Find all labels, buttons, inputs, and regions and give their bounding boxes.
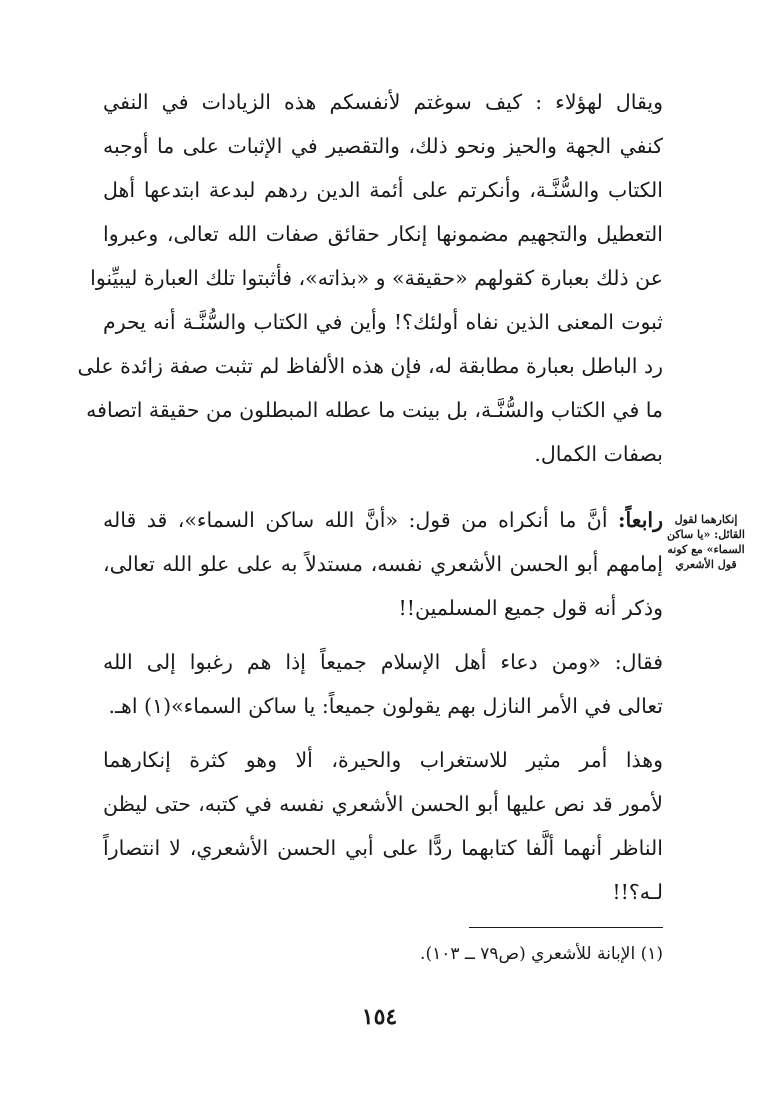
paragraph-line: الكتاب والسُّنَّـة، وأنكرتم على أئمة الدين ردهم لبدعة ابتدعها أهل	[103, 178, 663, 202]
paragraph-line-rest: أنَّ ما أنكراه من قول: «أنَّ الله ساكن السماء»، قد قاله	[103, 508, 618, 532]
paragraph-line: عن ذلك بعبارة كقولهم «حقيقة» و «بذاته»، فأثبتوا تلك العبارة ليبيِّنوا	[90, 266, 663, 290]
paragraph-line: رد الباطل بعبارة مطابقة له، فإن هذه الألفاظ لم تثبت صفة زائدة على	[77, 354, 663, 378]
paragraph-3	[103, 640, 663, 728]
paragraph-line: تعالى في الأمر النازل بهم يقولون جميعاً: يا ساكن السماء»(١) اهـ.	[108, 694, 663, 718]
paragraph-line: ويقال لهؤلاء : كيف سوغتم لأنفسكم هذه الزيادات في النفي	[103, 90, 663, 114]
margin-note-line: السماء» مع كونه	[667, 543, 745, 556]
paragraph-lead: رابعاً:	[617, 508, 663, 532]
paragraph-line: وذكر أنه قول جميع المسلمين!!	[398, 596, 663, 620]
margin-note-line: القائل: «يا ساكن	[667, 528, 745, 541]
margin-note	[661, 512, 751, 572]
margin-note-line: إنكارهما لقول	[674, 513, 738, 526]
paragraph-line: بصفات الكمال.	[534, 442, 663, 466]
paragraph-line: ما في الكتاب والسُّنَّـة، بل بينت ما عطله المبطلون من حقيقة اتصافه	[86, 398, 663, 422]
paragraph-line: لأمور قد نص عليها أبو الحسن الأشعري نفسه في كتبه، حتى ليظن	[103, 792, 663, 816]
paragraph-line: وهذا أمر مثير للاستغراب والحيرة، ألا وهو كثرة إنكارهما	[103, 748, 663, 772]
paragraph-1	[77, 80, 663, 476]
paragraph-2	[103, 498, 663, 630]
paragraph-line: ثبوت المعنى الذين نفاه أولئك؟! وأين في الكتاب والسُّنَّـة أنه يحرم	[103, 310, 663, 334]
footnote-divider	[469, 927, 663, 928]
paragraph-4	[103, 738, 663, 914]
paragraph-line: لـه؟!!	[612, 880, 663, 904]
paragraph-line: إمامهم أبو الحسن الأشعري نفسه، مستدلاً به على علو الله تعالى،	[103, 552, 663, 576]
paragraph-line: التعطيل والتجهيم مضمونها إنكار حقائق صفات الله تعالى، وعبروا	[103, 222, 663, 246]
paragraph-line: كنفي الجهة والحيز ونحو ذلك، والتقصير في الإثبات على ما أوجبه	[103, 134, 663, 158]
margin-note-line: قول الأشعري	[675, 558, 737, 571]
page-number: ١٥٤	[361, 1004, 398, 1030]
paragraph-line	[103, 498, 663, 542]
paragraph-line: الناظر أنهما ألَّفا كتابهما ردًّا على أبي الحسن الأشعري، لا انتصاراً	[103, 836, 663, 860]
footnote: (١) الإبانة للأشعري (ص٧٩ ــ ١٠٣).	[420, 944, 663, 964]
paragraph-line: فقال: «ومن دعاء أهل الإسلام جميعاً إذا هم رغبوا إلى الله	[103, 650, 663, 674]
